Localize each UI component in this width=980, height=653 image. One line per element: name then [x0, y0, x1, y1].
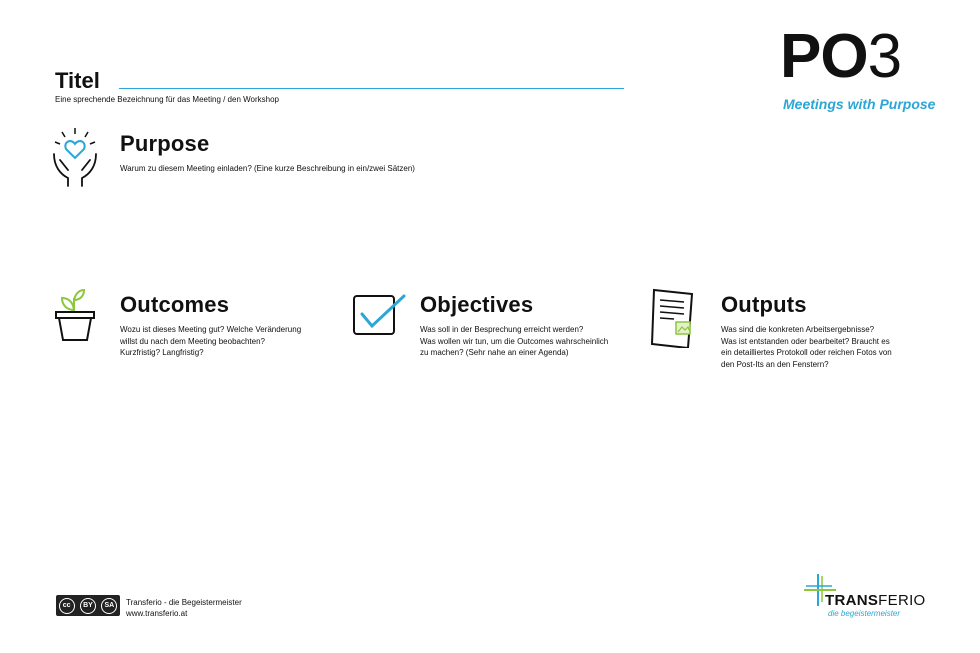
footer-line-2: www.transferio.at — [126, 609, 188, 618]
outputs-line: Was ist entstanden oder bearbeitet? Braucht es — [721, 336, 890, 346]
document-icon — [650, 288, 706, 348]
sa-icon: SA — [101, 598, 117, 614]
plant-pot-icon — [52, 286, 98, 342]
purpose-heading: Purpose — [120, 131, 210, 156]
outcomes-line: Kurzfristig? Langfristig? — [120, 348, 204, 357]
transferio-tagline: die begeistermeister — [828, 609, 901, 618]
checkbox-icon — [350, 292, 408, 340]
brand-trans: TRANS — [825, 592, 879, 609]
outcomes-description — [120, 324, 301, 359]
page-title: Titel — [55, 68, 100, 93]
objectives-line: Was soll in der Besprechung erreicht werden? — [420, 325, 584, 334]
outputs-line: Was sind die konkreten Arbeitsergebnisse? — [721, 325, 875, 334]
brand-ferio: FERIO — [878, 592, 926, 609]
footer-line-1: Transferio - die Begeistermeister — [126, 598, 242, 607]
outputs-description — [721, 324, 892, 370]
logo-tagline: Meetings with Purpose — [783, 96, 936, 112]
logo-3: 3 — [867, 22, 902, 91]
objectives-line: Was wollen wir tun, um die Outcomes wahrscheinlich — [420, 336, 609, 346]
cc-icon: cc — [59, 598, 75, 614]
outcomes-line: willst du nach dem Meeting beobachten? — [120, 336, 265, 346]
objectives-heading: Objectives — [420, 292, 534, 317]
footer-credit — [126, 597, 242, 619]
outputs-line: den Post-Its an den Fenstern? — [721, 359, 829, 369]
heart-hands-icon — [50, 126, 104, 188]
outputs-heading: Outputs — [721, 292, 807, 317]
outcomes-line: Wozu ist dieses Meeting gut? Welche Veränderung — [120, 325, 302, 334]
outputs-line: ein detailliertes Protokoll oder reichen Fotos von — [721, 348, 892, 357]
objectives-line: zu machen? (Sehr nahe an einer Agenda) — [420, 348, 569, 357]
outcomes-heading: Outcomes — [120, 292, 230, 317]
objectives-description — [420, 324, 608, 359]
cc-license-badge — [56, 595, 120, 616]
transferio-logo — [825, 592, 926, 609]
purpose-description: Warum zu diesem Meeting einladen? (Eine kurze Beschreibung in ein/zwei Sätzen) — [120, 164, 415, 173]
logo-po: PO — [780, 22, 868, 91]
po3-logo — [780, 22, 902, 91]
by-icon: BY — [80, 598, 96, 614]
title-underline — [119, 88, 624, 89]
page-subtitle: Eine sprechende Bezeichnung für das Meeting / den Workshop — [55, 95, 279, 104]
